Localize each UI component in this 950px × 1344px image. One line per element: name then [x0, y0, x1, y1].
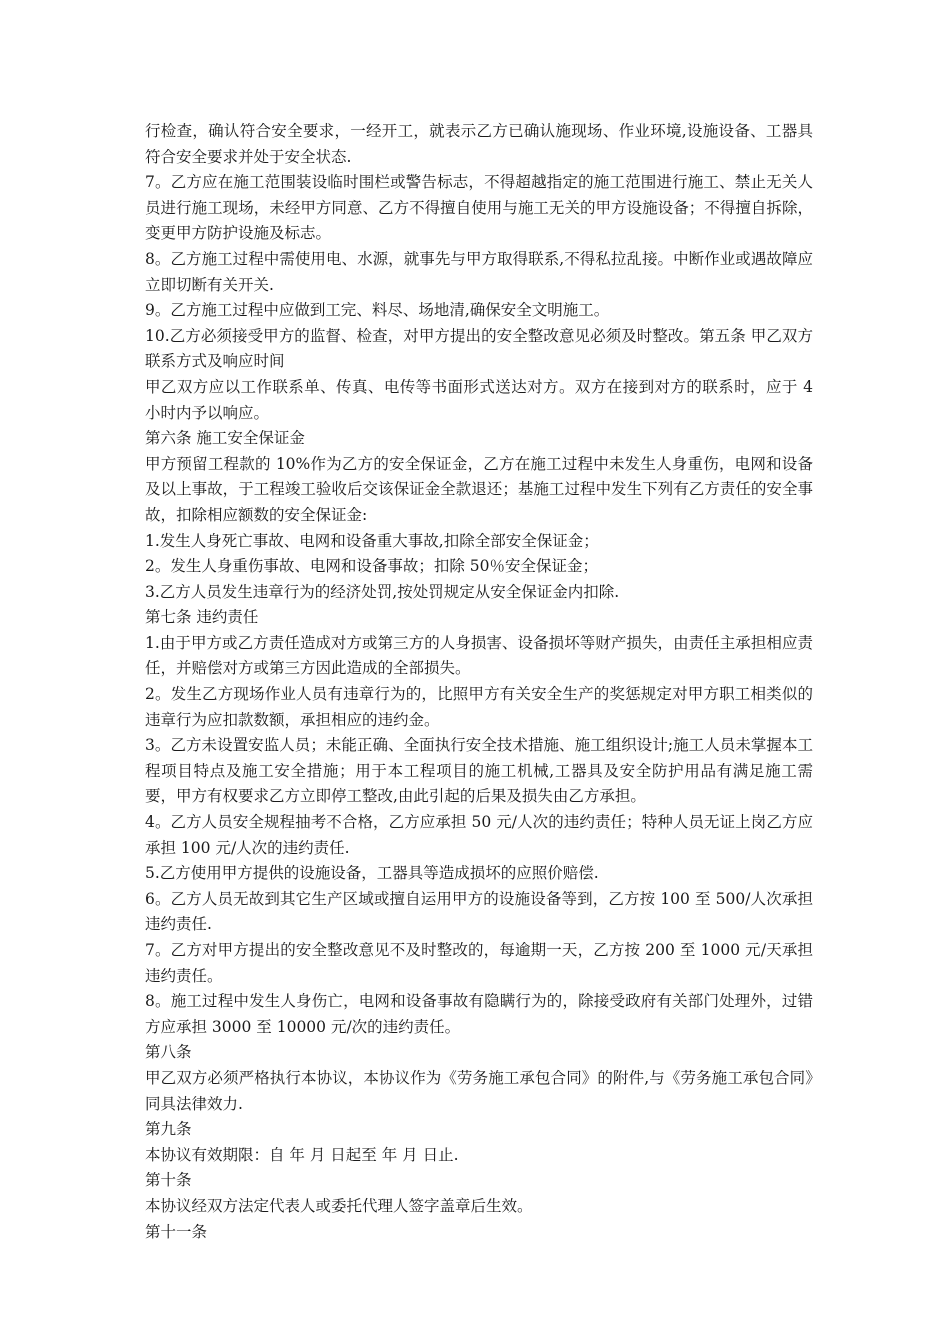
heading-article-7: 第七条 违约责任 [145, 608, 259, 627]
paragraph-deposit: 甲方预留工程款的 10%作为乙方的安全保证金，乙方在施工过程中未发生人身重伤，电网和设备及以上事故，于工程竣工验收后交该保证金全款退还；基施工过程中发生下列有乙方责任的安全事故，扣除相应额数的安全保证金: [145, 454, 813, 524]
heading-article-6: 第六条 施工安全保证金 [145, 429, 305, 448]
heading-article-11: 第十一条 [145, 1222, 208, 1241]
paragraph-liability-3: 3。乙方未设置安监人员；未能正确、全面执行安全技术措施、施工组织设计;施工人员未掌握本工程项目特点及施工安全措施；用于本工程项目的施工机械,工器具及安全防护用品有满足施工需要，甲方有权要求乙方立即停工整改,由此引起的后果及损失由乙方承担。 [145, 736, 813, 806]
paragraph-article-9: 本协议有效期限：自 年 月 日起至 年 月 日止. [145, 1145, 459, 1164]
paragraph-clause-8-power-water: 8。乙方施工过程中需使用电、水源，就事先与甲方取得联系,不得私拉乱接。中断作业或遇故障应立即切断有关开关. [145, 249, 813, 294]
paragraph-liability-1: 1.由于甲方或乙方责任造成对方或第三方的人身损害、设备损坏等财产损失，由责任主承担相应责任，并赔偿对方或第三方因此造成的全部损失。 [145, 633, 813, 678]
paragraph-liability-6: 6。乙方人员无故到其它生产区域或擅自运用甲方的设施设备等到，乙方按 100 至 500/人次承担违约责任. [145, 889, 813, 934]
paragraph-deposit-item-2: 2。发生人身重伤事故、电网和设备事故；扣除 50％安全保证金； [145, 557, 599, 576]
paragraph-article-8: 甲乙双方必须严格执行本协议，本协议作为《劳务施工承包合同》的附件,与《劳务施工承包合同》同具法律效力. [145, 1068, 813, 1113]
paragraph-clause-9-cleanup: 9。乙方施工过程中应做到工完、料尽、场地清,确保安全文明施工。 [145, 301, 610, 320]
document-body [145, 119, 813, 1245]
paragraph-safety-check: 行检查，确认符合安全要求，一经开工，就表示乙方已确认施现场、作业环境,设施设备、工器具符合安全要求并处于安全状态. [145, 122, 813, 166]
paragraph-article-10: 本协议经双方法定代表人或委托代理人签字盖章后生效。 [145, 1196, 533, 1215]
paragraph-liability-5: 5.乙方使用甲方提供的设施设备，工器具等造成损坏的应照价赔偿. [145, 864, 599, 883]
paragraph-clause-7-fencing: 7。乙方应在施工范围装设临时围栏或警告标志，不得超越指定的施工范围进行施工、禁止无关人员进行施工现场，未经甲方同意、乙方不得擅自使用与施工无关的甲方设施设备；不得擅自拆除，变更甲方防护设施及标志。 [145, 173, 813, 243]
paragraph-liability-8: 8。施工过程中发生人身伤亡，电网和设备事故有隐瞒行为的，除接受政府有关部门处理外，过错方应承担 3000 至 10000 元/次的违约责任。 [145, 992, 813, 1036]
paragraph-clause-10-supervision: 10.乙方必须接受甲方的监督、检查，对甲方提出的安全整改意见必须及时整改。第五条 甲乙双方联系方式及响应时间 [145, 326, 813, 371]
paragraph-deposit-item-1: 1.发生人身死亡事故、电网和设备重大事故,扣除全部安全保证金； [145, 531, 599, 550]
paragraph-deposit-item-3: 3.乙方人员发生违章行为的经济处罚,按处罚规定从安全保证金内扣除. [145, 582, 620, 601]
heading-article-10: 第十条 [145, 1171, 192, 1190]
heading-article-8: 第八条 [145, 1043, 192, 1062]
paragraph-liability-4: 4。乙方人员安全规程抽考不合格，乙方应承担 50 元/人次的违约责任；特种人员无证上岗乙方应承担 100 元/人次的违约责任. [145, 813, 813, 857]
paragraph-contact-response: 甲乙双方应以工作联系单、传真、电传等书面形式送达对方。双方在接到对方的联系时，应于 4 小时内予以响应。 [145, 377, 813, 422]
paragraph-liability-2: 2。发生乙方现场作业人员有违章行为的，比照甲方有关安全生产的奖惩规定对甲方职工相类似的违章行为应扣款数额，承担相应的违约金。 [145, 685, 813, 729]
heading-article-9: 第九条 [145, 1120, 192, 1139]
paragraph-liability-7: 7。乙方对甲方提出的安全整改意见不及时整改的，每逾期一天，乙方按 200 至 1000 元/天承担违约责任。 [145, 941, 813, 985]
